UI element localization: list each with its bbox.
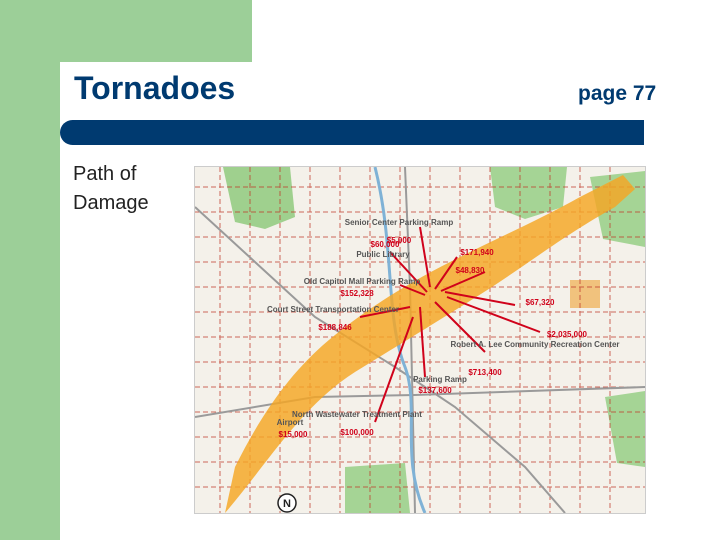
slide-subtitle: Path of Damage <box>73 163 149 214</box>
map-value-wastewater: $100,000 <box>340 428 374 437</box>
page-number: page 77 <box>578 82 657 105</box>
map-value-recreation-center: $713,400 <box>468 368 502 377</box>
map-label-wastewater: North Wastewater Treatment Plant <box>292 410 422 419</box>
slide-title: Tornadoes <box>74 70 236 106</box>
green-left-stripe <box>0 0 60 540</box>
map-label-mall-ramp: Old Capitol Mall Parking Ramp <box>303 277 421 286</box>
map-value-senior-center: $5,000 <box>386 236 412 245</box>
map-value-airport: $15,000 <box>278 430 308 439</box>
map-value-mall-ramp: $152,328 <box>340 289 374 298</box>
map-label-recreation-center: Robert A. Lee Community Recreation Center <box>450 340 620 349</box>
damage-map <box>194 166 646 514</box>
map-label-library: Public Library <box>356 250 410 259</box>
map-value-67320: $67,320 <box>525 298 555 307</box>
map-value-48830: $48,830 <box>455 266 485 275</box>
map-value-171940: $171,940 <box>460 248 494 257</box>
map-value-court-street: $188,846 <box>318 323 352 332</box>
map-value-2035000: $2,035,000 <box>546 330 588 339</box>
map-value-library: $60,000 <box>370 240 400 249</box>
north-arrow-label: N <box>283 498 291 510</box>
map-value-parking-ramp: $137,600 <box>418 386 452 395</box>
map-label-senior-center: Senior Center Parking Ramp <box>344 218 454 227</box>
map-label-court-street: Court Street Transportation Center <box>266 305 400 314</box>
title-divider-bar <box>60 120 644 145</box>
north-arrow <box>278 494 296 512</box>
map-label-airport: Airport <box>276 418 304 427</box>
commercial-block <box>570 280 600 308</box>
map-canvas <box>195 167 645 513</box>
map-label-parking-ramp: Parking Ramp <box>413 375 467 384</box>
